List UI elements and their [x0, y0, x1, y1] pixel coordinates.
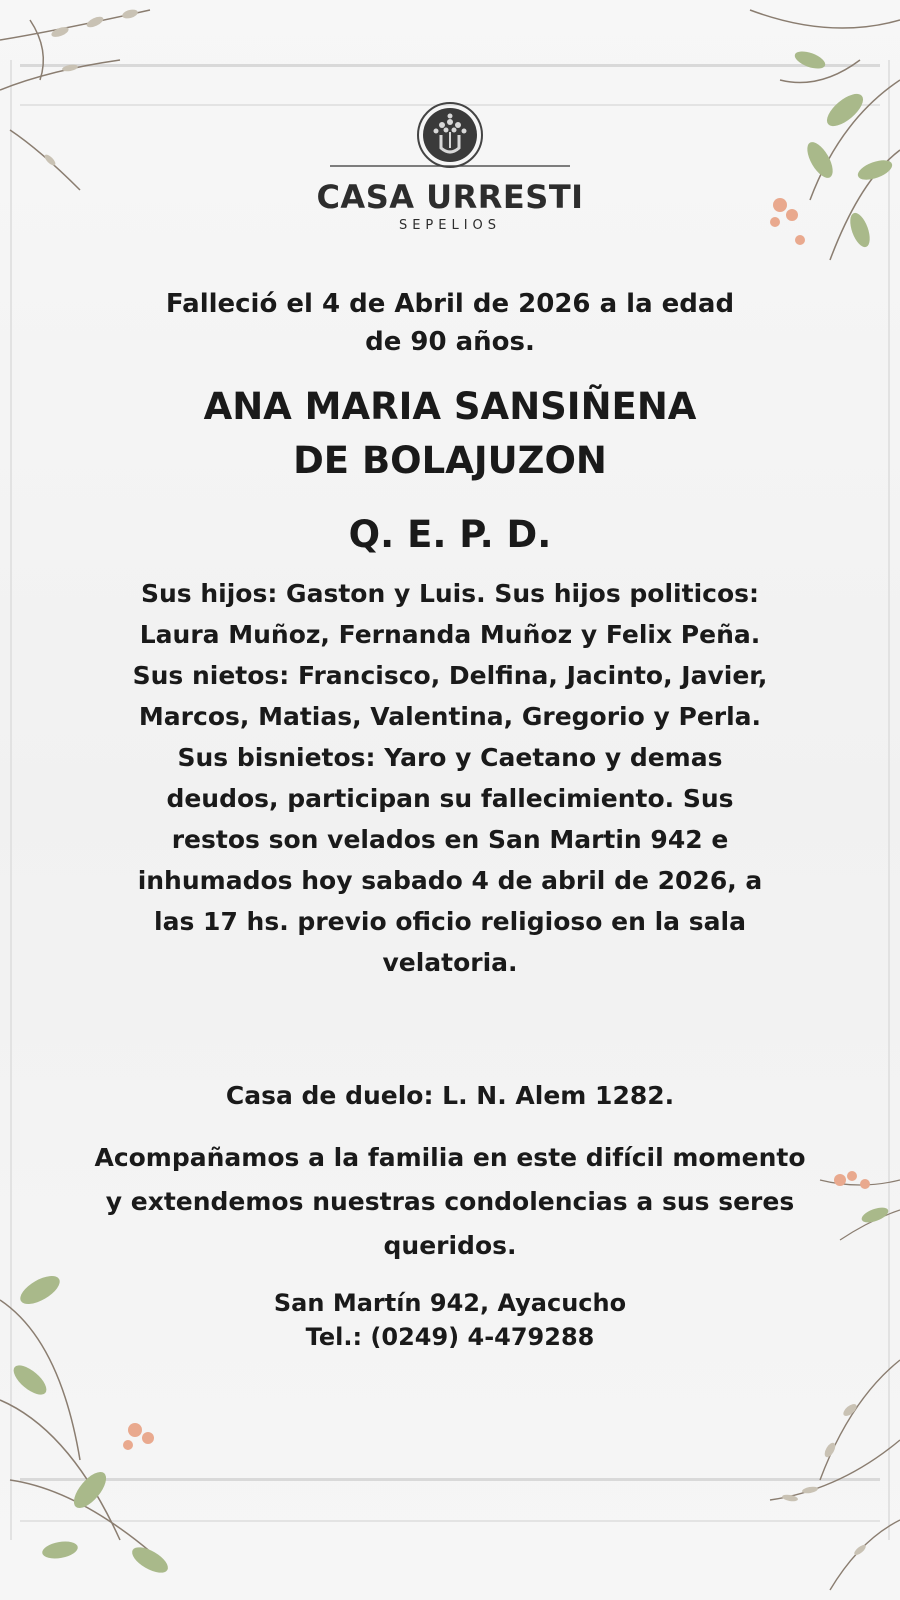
brand-logo — [0, 102, 900, 233]
family-line: inhumados hoy sabado 4 de abril de 2026, a — [137, 866, 763, 895]
family-line: Laura Muñoz, Fernanda Muñoz y Felix Peña. — [139, 620, 761, 649]
family-line: restos son velados en San Martin 942 e — [171, 825, 729, 854]
casa-de-duelo-text: Casa de duelo: L. N. Alem 1282. — [225, 1081, 675, 1110]
family-line: Marcos, Matias, Valentina, Gregorio y Perla. — [138, 702, 762, 731]
condolences-paragraph — [40, 1136, 860, 1268]
death-date-text — [40, 285, 860, 361]
family-paragraph — [60, 573, 840, 983]
intro-line: Falleció el 4 de Abril de 2026 a la edad — [165, 289, 735, 319]
condolence-line: Acompañamos a la familia en este difícil momento — [94, 1143, 806, 1172]
contact-block — [40, 1286, 860, 1354]
tree-u-emblem-icon — [310, 102, 590, 174]
phone-text: Tel.: (0249) 4-479288 — [305, 1323, 595, 1351]
family-line: velatoria. — [382, 948, 518, 977]
condolence-line: queridos. — [383, 1231, 517, 1260]
floral-decoration-bottom-right — [730, 1340, 900, 1600]
family-line: deudos, participan su fallecimiento. Sus — [166, 784, 734, 813]
family-line: Sus nietos: Francisco, Delfina, Jacinto, Javier, — [132, 661, 768, 690]
deceased-name — [40, 380, 860, 488]
family-line: Sus hijos: Gaston y Luis. Sus hijos politicos: — [140, 579, 760, 608]
qepd-text: Q. E. P. D. — [348, 513, 552, 556]
address-text: San Martín 942, Ayacucho — [273, 1289, 627, 1317]
brand-name: CASA URRESTI — [316, 178, 584, 216]
name-line: ANA MARIA SANSIÑENA — [203, 385, 697, 428]
name-line: DE BOLAJUZON — [293, 439, 607, 482]
condolence-line: y extendemos nuestras condolencias a sus seres — [105, 1187, 795, 1216]
family-line: las 17 hs. previo oficio religioso en la sala — [154, 907, 746, 936]
intro-line: de 90 años. — [365, 327, 535, 357]
family-line: Sus bisnietos: Yaro y Caetano y demas — [177, 743, 723, 772]
brand-subtitle: SEPELIOS — [398, 218, 502, 233]
